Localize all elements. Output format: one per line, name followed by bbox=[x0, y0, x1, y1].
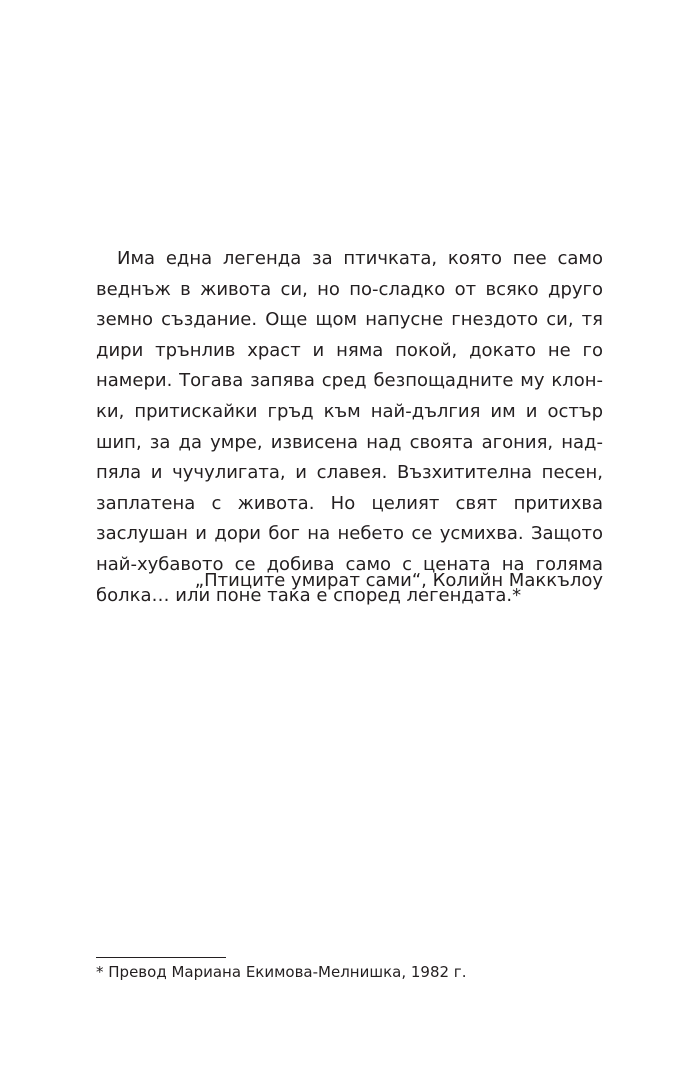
quote-attribution: „Птиците умират сами“, Колийн Маккълоу bbox=[194, 570, 603, 591]
quote-line: пяла и чучулигата, и славея. Възхитителна песен, bbox=[96, 462, 603, 484]
quote-line: заслушан и дори бог на небето се усмихва. Защото bbox=[96, 523, 603, 545]
footnote: * Превод Мариана Екимова-Мелнишка, 1982 г. bbox=[96, 963, 467, 981]
quote-line: ки, притискайки гръд към най-дългия им и остър bbox=[96, 400, 603, 422]
quote-line: земно създание. Още щом напусне гнездото си, тя bbox=[96, 309, 603, 331]
quote-line: веднъж в живота си, но по-сладко от всяко друго bbox=[96, 278, 603, 300]
quote-line: намери. Тогава запява сред безпощадните му клон- bbox=[96, 370, 603, 392]
quote-line: шип, за да умре, извисена над своята агония, над- bbox=[96, 431, 603, 453]
quote-line: болка… или поне така е според легендата.* bbox=[96, 584, 522, 606]
epigraph-quote bbox=[96, 244, 603, 611]
footnote-divider bbox=[96, 957, 226, 958]
quote-line: Има една легенда за птичката, която пее само bbox=[117, 248, 603, 269]
quote-line: най-хубавото се добива само с цената на голяма bbox=[96, 553, 603, 575]
quote-line: заплатена с живота. Но целият свят притихва bbox=[96, 492, 603, 514]
quote-line: дири трънлив храст и няма покой, докато не го bbox=[96, 339, 603, 361]
